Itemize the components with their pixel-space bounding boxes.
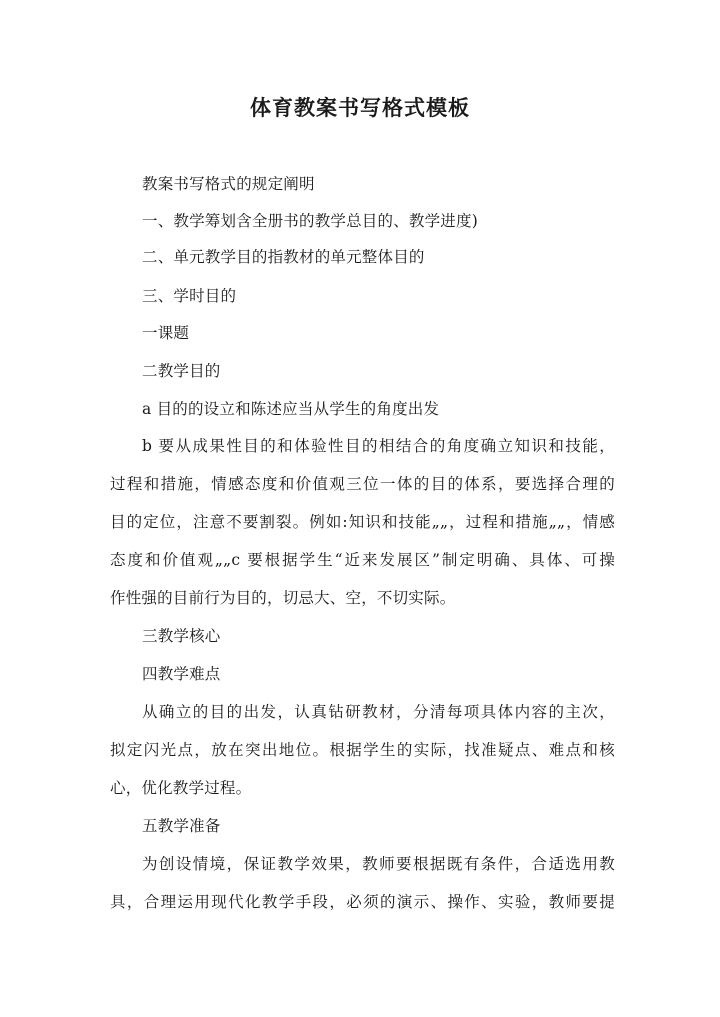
- section-heading: 四教学难点: [142, 665, 221, 683]
- text-line: 教案书写格式的规定阐明: [142, 175, 315, 193]
- text-line: 一课题: [142, 324, 190, 342]
- paragraph-line: 具，合理运用现代化教学手段，必须的演示、操作、实验，教师要提: [110, 893, 615, 911]
- paragraph-line: 态度和价值观„„c 要根据学生“近来发展区”制定明确、具体、可操: [110, 551, 615, 569]
- paragraph-line: 为创设情境，保证教学效果，教师要根据既有条件，合适选用教: [142, 855, 615, 873]
- paragraph-line: 过程和措施，情感态度和价值观三位一体的目的体系，要选择合理的: [110, 475, 615, 493]
- paragraph-line: 目的定位，注意不要割裂。例如:知识和技能„„，过程和措施„„，情感: [110, 513, 615, 531]
- text-line: a 目的的设立和陈述应当从学生的角度出发: [142, 400, 440, 418]
- section-heading: 三教学核心: [142, 627, 221, 645]
- paragraph-line: 从确立的目的出发，认真钻研教材，分清每项具体内容的主次，: [142, 703, 615, 721]
- text-line: 二、单元教学目的指教材的单元整体目的: [142, 248, 425, 266]
- paragraph-line: 作性强的目前行为目的，切忌大、空，不切实际。: [110, 589, 456, 607]
- document-title: 体育教案书写格式模板: [250, 95, 470, 120]
- text-line: 一、教学筹划含全册书的教学总目的、教学进度): [142, 212, 478, 230]
- paragraph-line: 拟定闪光点，放在突出地位。根据学生的实际，找准疑点、难点和核: [110, 741, 615, 759]
- text-line: 三、学时目的: [142, 287, 237, 305]
- paragraph-line: 心，优化教学过程。: [110, 779, 252, 797]
- paragraph-line: b 要从成果性目的和体验性目的相结合的角度确立知识和技能，: [142, 437, 615, 455]
- section-heading: 五教学准备: [142, 817, 221, 835]
- text-line: 二教学目的: [142, 362, 221, 380]
